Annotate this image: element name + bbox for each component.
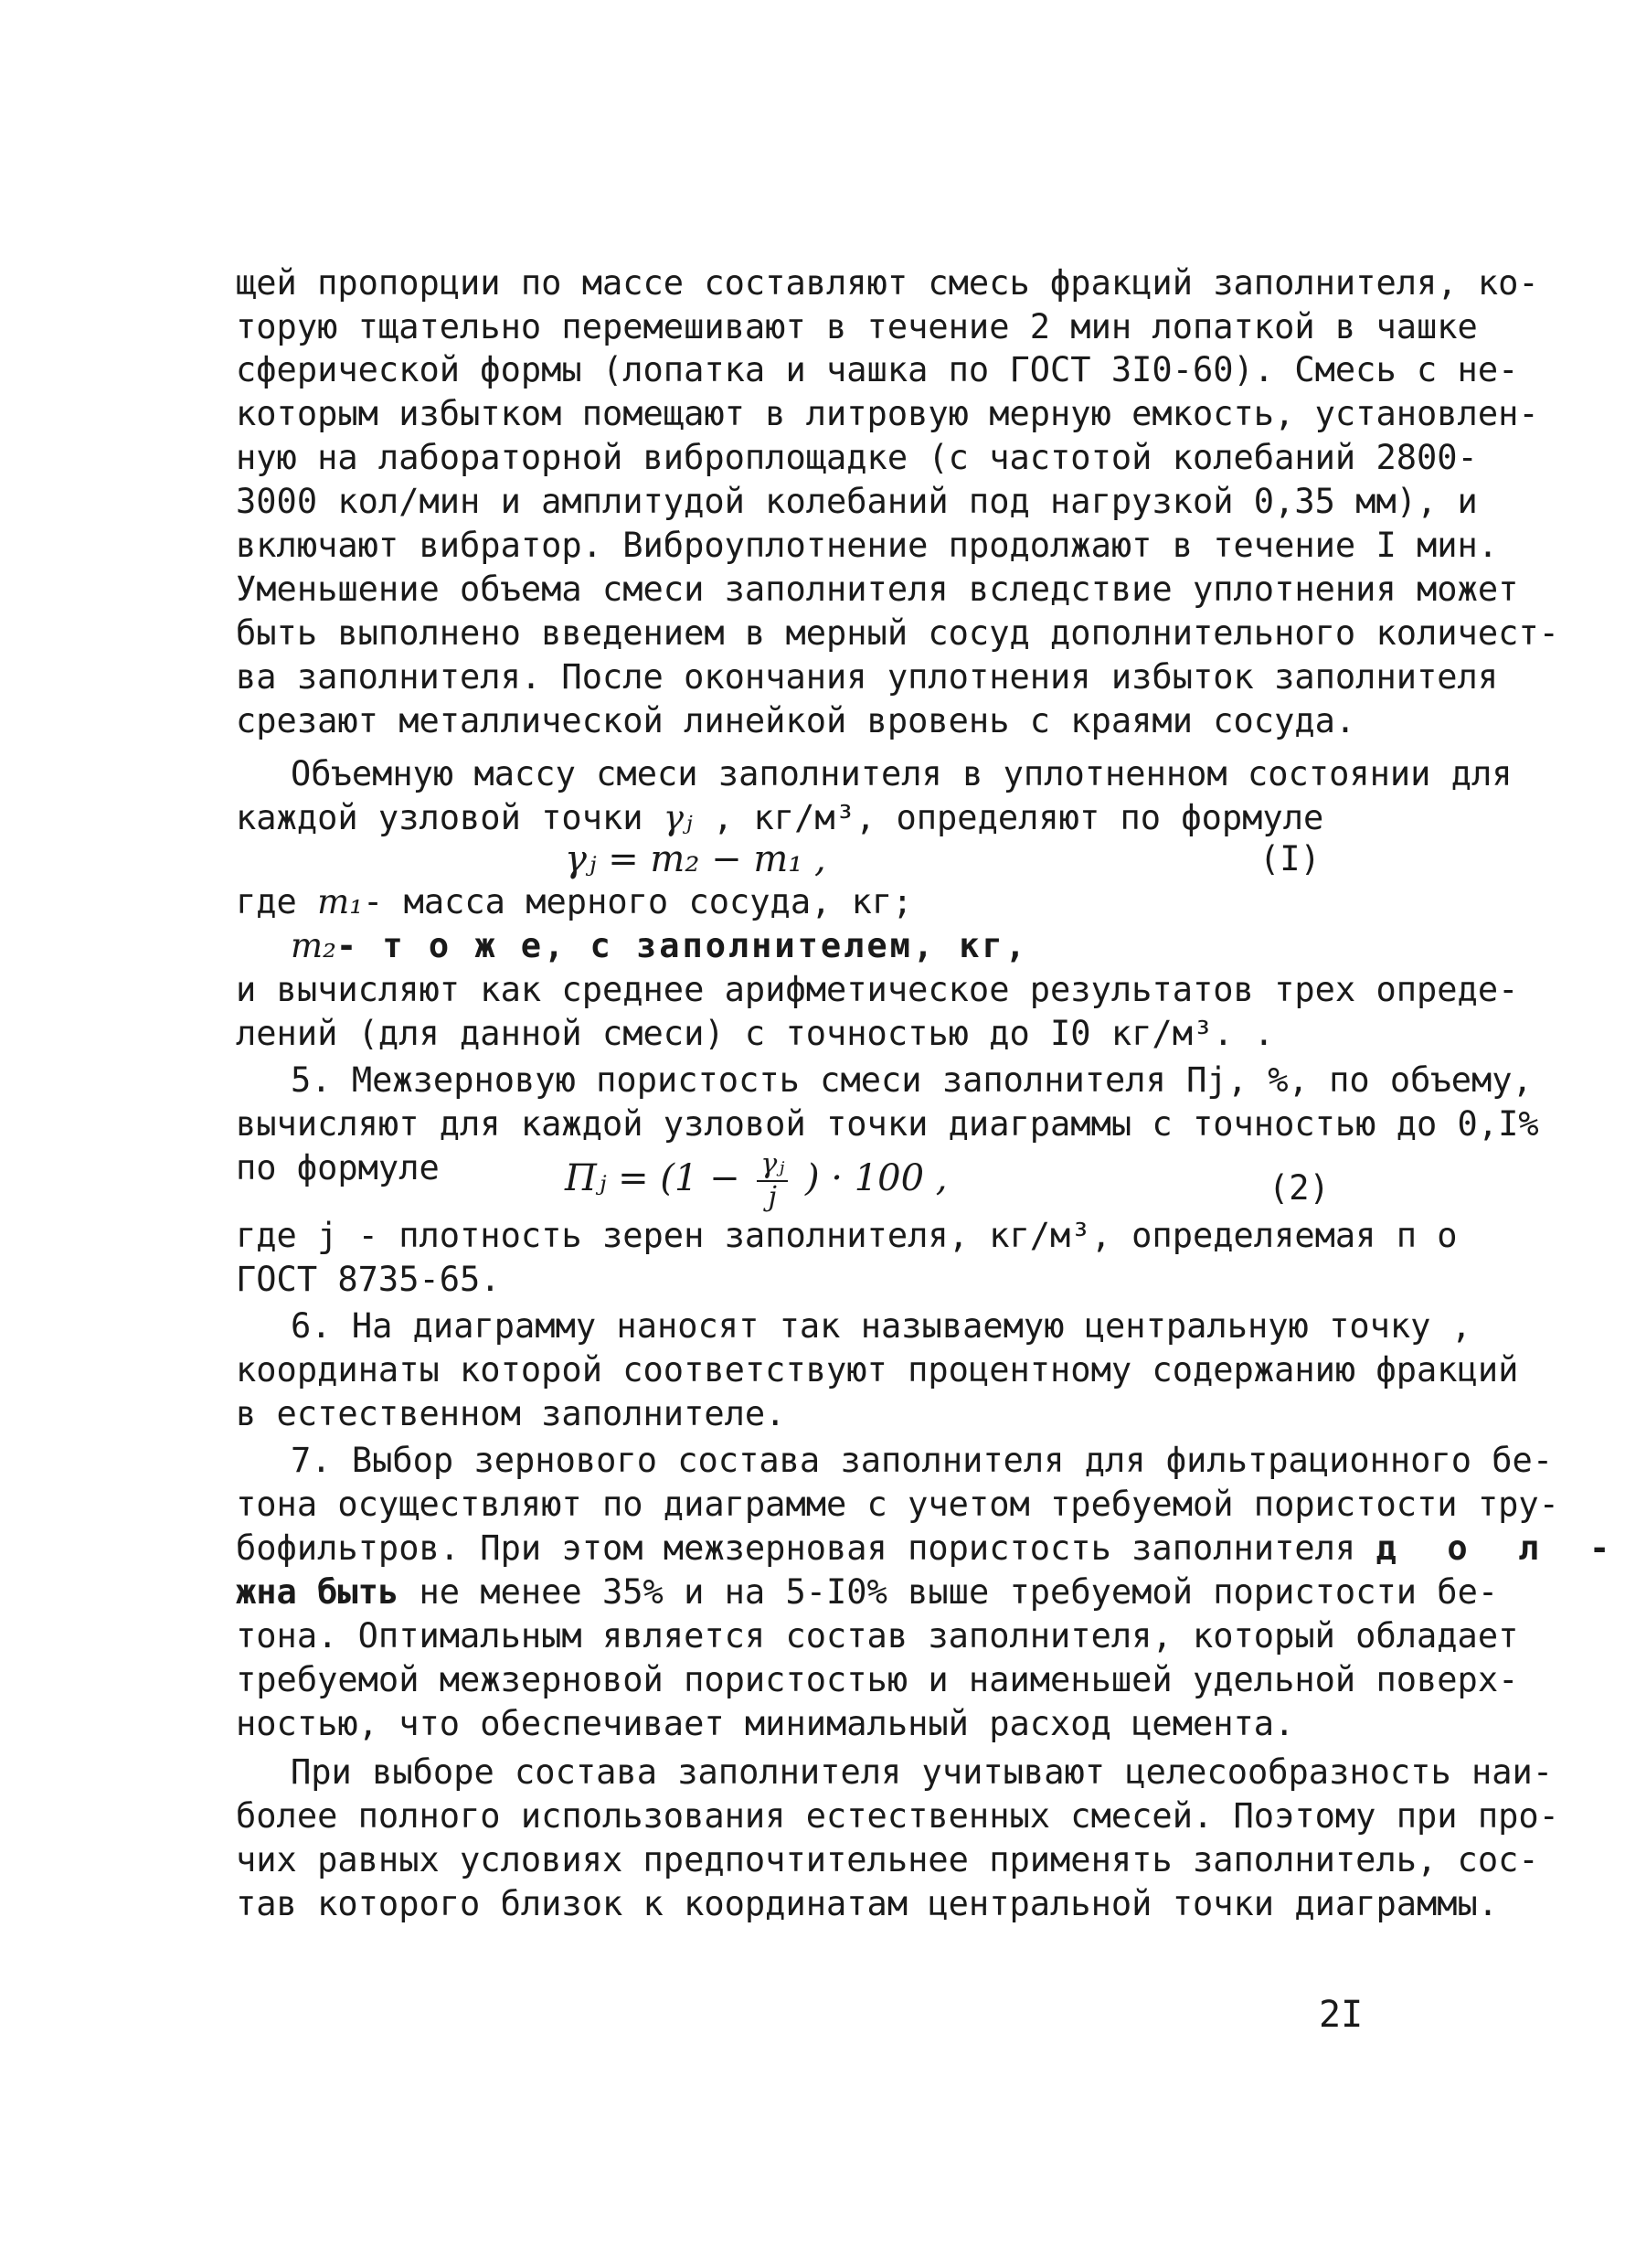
item7-line-4-text: не менее 35% и на 5-I0% выше требуемой пористости бе- — [419, 1572, 1499, 1612]
equation-number-1: (I) — [1259, 839, 1321, 878]
item7-line-3-text: бофильтров. При этом межзерновая пористость заполнителя — [236, 1528, 1356, 1568]
item6-line-3: в естественном заполнителе. — [236, 1394, 786, 1433]
formula-2-lhs: Пⱼ = (1 − — [565, 1157, 740, 1199]
para2-line-2 — [236, 796, 1380, 840]
last-para-line-2: более полного использования естественных смесей. Поэтому при про- — [236, 1796, 1559, 1836]
item5-line-3: по формуле — [236, 1148, 440, 1187]
fraction-numerator: γⱼ — [757, 1149, 788, 1182]
para2-line-2-text-b: , кг/м³, определяют по формуле — [712, 798, 1324, 837]
formula-2 — [565, 1137, 948, 1219]
para1-line-8: Уменьшение объема смеси заполнителя вследствие уплотнения может — [236, 570, 1519, 609]
para1-line-4: которым избытком помещают в литровую мерную емкость, установлен- — [236, 394, 1539, 433]
item7-line-4 — [236, 1571, 1499, 1614]
formula-1: γⱼ = m₂ − m₁ , — [565, 838, 826, 880]
para1-line-9: быть выполнено введением в мерный сосуд дополнительного количест- — [236, 613, 1559, 653]
where-line-1-text: - масса мерного сосуда, кг; — [363, 882, 913, 921]
item7-line-1: 7. Выбор зернового состава заполнителя для фильтрационного бе- — [291, 1441, 1554, 1480]
item5-where-line: где j - плотность зерен заполнителя, кг/м³, определяемая п о — [236, 1216, 1458, 1255]
last-para-line-1: При выборе состава заполнителя учитывают целесообразность наи- — [291, 1752, 1554, 1792]
item5-line-1: 5. Межзерновую пористость смеси заполнителя Пj, %, по объему, — [291, 1060, 1533, 1100]
para1-line-2: торую тщательно перемешивают в течение 2 мин лопаткой в чашке — [236, 307, 1478, 346]
item7-line-3-spaced: д о л - — [1375, 1528, 1625, 1568]
para1-line-11: срезают металлической линейкой вровень с краями сосуда. — [236, 701, 1356, 740]
item5-line-2: вычисляют для каждой узловой точки диаграммы с точностью до 0,I% — [236, 1104, 1539, 1144]
item6-line-2: координаты которой соответствуют процентному содержанию фракций — [236, 1350, 1519, 1390]
para1-line-5: ную на лабораторной виброплощадке (с частотой колебаний 2800- — [236, 438, 1478, 477]
item7-line-2: тона осуществляют по диаграмме с учетом требуемой пористости тру- — [236, 1485, 1559, 1524]
fraction-denominator: j — [768, 1181, 777, 1213]
item5-gost-line: ГОСТ 8735-65. — [236, 1260, 501, 1299]
calc-line-1: и вычисляют как среднее арифметическое результатов трех опреде- — [236, 970, 1519, 1009]
para1-line-7: включают вибратор. Виброуплотнение продолжают в течение I мин. — [236, 526, 1499, 565]
para1-line-3: сферической формы (лопатка и чашка по ГОСТ 3I0-60). Смесь с не- — [236, 350, 1519, 389]
para2-line-1: Объемную массу смеси заполнителя в уплотненном состоянии для — [291, 754, 1513, 793]
last-para-line-4: тав которого близок к координатам центральной точки диаграммы. — [236, 1884, 1499, 1923]
m1-symbol: m₁ — [317, 882, 364, 921]
where-line-1 — [236, 880, 1380, 924]
item6-line-1: 6. На диаграмму наносят так называемую центральную точку , — [291, 1306, 1472, 1346]
item7-line-7: ностью, что обеспечивает минимальный расход цемента. — [236, 1704, 1295, 1743]
para2-line-2-text-a: каждой узловой точки — [236, 798, 643, 837]
last-para-line-3: чих равных условиях предпочтительнее применять заполнитель, сос- — [236, 1840, 1539, 1879]
formula-2-rhs: ) · 100 , — [804, 1157, 948, 1199]
equation-number-2: (2) — [1269, 1168, 1330, 1208]
page-number: 2I — [1319, 1994, 1364, 2036]
item7-line-4-bold: жна быть — [236, 1572, 399, 1612]
m2-symbol: m₂ — [291, 926, 336, 965]
item7-line-6: требуемой межзерновой пористостью и наименьшей удельной поверх- — [236, 1660, 1519, 1699]
para1-line-6: 3000 кол/мин и амплитудой колебаний под нагрузкой 0,35 мм), и — [236, 482, 1478, 521]
where-line-2-text: - т о ж е, с заполнителем, кг, — [335, 926, 1028, 965]
para1-line-1: щей пропорции по массе составляют смесь фракций заполнителя, ко- — [236, 263, 1539, 303]
calc-line-2: лений (для данной смеси) с точностью до I0 кг/м³. . — [236, 1014, 1275, 1053]
para1-line-10: ва заполнителя. После окончания уплотнения избыток заполнителя — [236, 657, 1499, 697]
gamma-j-symbol: γⱼ — [663, 798, 693, 837]
where-line-2 — [291, 924, 1435, 968]
item7-line-5: тона. Оптимальным является состав заполнителя, который обладает — [236, 1616, 1519, 1656]
where-word: где — [236, 882, 297, 921]
formula-2-fraction — [757, 1149, 788, 1213]
item7-line-3 — [236, 1527, 1625, 1571]
